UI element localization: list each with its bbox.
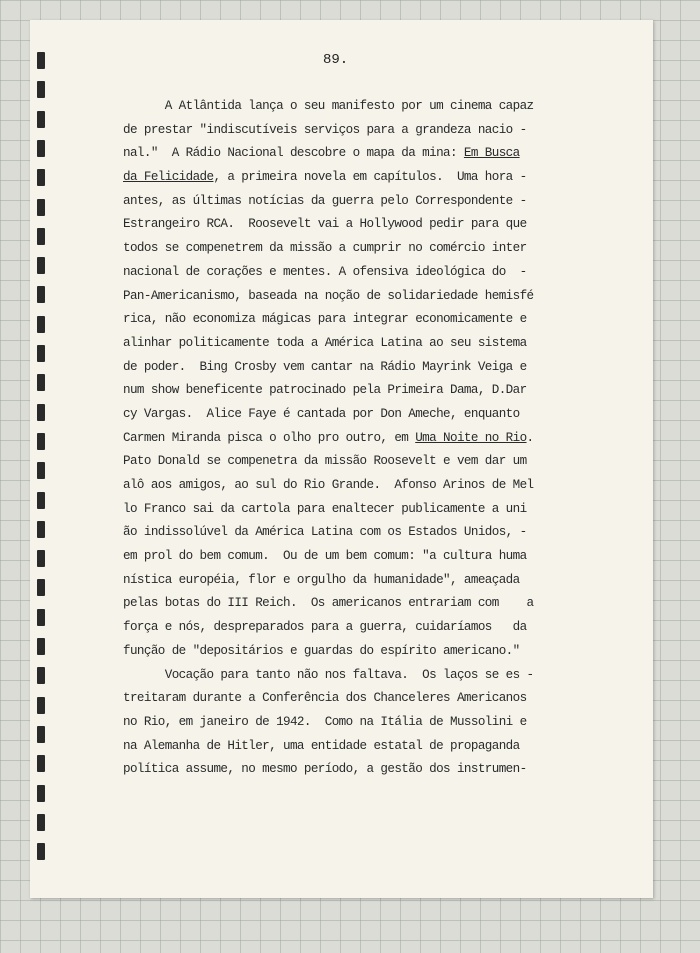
text-line (123, 403, 603, 427)
punch-hole (37, 345, 45, 362)
punch-hole (37, 199, 45, 216)
text-segment: nal." A Rádio Nacional descobre o mapa da mina: (123, 146, 464, 161)
punch-hole (37, 257, 45, 274)
punch-hole (37, 228, 45, 245)
text-segment: Vocação para tanto não nos faltava. Os laços se es - (123, 667, 534, 682)
text-line (123, 616, 603, 640)
punch-hole (37, 140, 45, 157)
text-segment: cy Vargas. Alice Faye é cantada por Don Ameche, enquanto (123, 406, 520, 421)
text-line (123, 711, 603, 735)
text-line (123, 261, 603, 285)
text-segment: política assume, no mesmo período, a gestão dos instrumen- (123, 762, 527, 777)
punch-hole (37, 755, 45, 772)
text-line (123, 119, 603, 143)
text-line (123, 569, 603, 593)
text-segment: função de "depositários e guardas do espírito americano." (123, 643, 520, 658)
underlined-title: Uma Noite no Rio (415, 430, 527, 445)
text-line (123, 498, 603, 522)
punch-hole (37, 492, 45, 509)
text-line (123, 545, 603, 569)
punch-hole (37, 374, 45, 391)
text-segment: alô aos amigos, ao sul do Rio Grande. Afonso Arinos de Mel (123, 478, 534, 492)
punch-hole (37, 843, 45, 860)
punch-hole (37, 697, 45, 714)
text-line (123, 687, 603, 711)
punch-hole (37, 785, 45, 802)
text-line (123, 521, 603, 545)
text-segment: lo Franco sai da cartola para enaltecer publicamente a uni (123, 501, 527, 516)
text-segment: nacional de corações e mentes. A ofensiva ideológica do - (123, 264, 527, 279)
underlined-title: Em Busca (463, 146, 520, 161)
punch-hole (37, 111, 45, 128)
underlined-title: da Felicidade (123, 170, 214, 185)
punch-hole (37, 667, 45, 684)
text-line (123, 237, 603, 261)
text-segment: na Alemanha de Hitler, uma entidade estatal de propaganda (123, 738, 520, 753)
page-number: 89. (323, 52, 349, 68)
text-line (123, 308, 603, 332)
punch-hole (37, 286, 45, 303)
text-segment: , a primeira novela em capítulos. Uma hora - (213, 170, 527, 185)
text-segment: de poder. Bing Crosby vem cantar na Rádio Mayrink Veiga e (123, 359, 527, 374)
punch-hole (37, 579, 45, 596)
text-line (123, 356, 603, 380)
text-line (123, 640, 603, 664)
text-segment: de prestar "indiscutíveis serviços para a grandeza nacio - (123, 122, 527, 137)
text-segment: todos se compenetrem da missão a cumprir no comércio inter (123, 241, 527, 256)
punch-hole (37, 521, 45, 538)
text-segment: treitaram durante a Conferência dos Chanceleres Americanos (123, 691, 527, 706)
text-line (123, 332, 603, 356)
punch-hole (37, 814, 45, 831)
punch-hole (37, 81, 45, 98)
text-segment: Pan-Americanismo, baseada na noção de solidariedade hemisfé (123, 288, 534, 303)
text-line (123, 664, 603, 688)
punch-hole (37, 550, 45, 567)
text-segment: ão indissolúvel da América Latina com os Estados Unidos, - (123, 525, 527, 540)
punch-hole (37, 169, 45, 186)
text-segment: A Atlântida lança o seu manifesto por um cinema capaz (123, 99, 534, 113)
text-segment: Estrangeiro RCA. Roosevelt vai a Hollywood pedir para que (123, 217, 527, 232)
text-line (123, 592, 603, 616)
text-line (123, 95, 603, 119)
text-line (123, 474, 603, 498)
text-line (123, 379, 603, 403)
text-segment: alinhar politicamente toda a América Latina ao seu sistema (123, 335, 527, 350)
text-segment: . (526, 430, 534, 445)
text-line (123, 190, 603, 214)
text-line (123, 213, 603, 237)
punch-hole (37, 462, 45, 479)
body-text (123, 95, 603, 782)
text-segment: Carmen Miranda pisca o olho pro outro, em (123, 430, 416, 445)
punch-hole (37, 52, 45, 69)
text-line (123, 285, 603, 309)
text-segment: nística européia, flor e orgulho da humanidade", ameaçada (123, 572, 520, 587)
text-line (123, 450, 603, 474)
punch-hole (37, 316, 45, 333)
punch-hole (37, 404, 45, 421)
text-segment: num show beneficente patrocinado pela Primeira Dama, D.Dar (123, 383, 527, 398)
text-line (123, 758, 603, 782)
text-segment: no Rio, em janeiro de 1942. Como na Itália de Mussolini e (123, 714, 527, 729)
text-segment: pelas botas do III Reich. Os americanos entrariam com a (123, 596, 534, 611)
text-segment: força e nós, despreparados para a guerra, cuidaríamos da (123, 620, 527, 635)
punch-hole (37, 433, 45, 450)
text-line (123, 427, 603, 451)
text-line (123, 166, 603, 190)
punch-hole (37, 609, 45, 626)
text-line (123, 142, 603, 166)
punch-hole (37, 726, 45, 743)
punch-hole (37, 638, 45, 655)
text-line (123, 735, 603, 759)
text-segment: rica, não economiza mágicas para integrar economicamente e (123, 312, 527, 327)
text-segment: Pato Donald se compenetra da missão Roosevelt e vem dar um (123, 454, 527, 469)
text-segment: antes, as últimas notícias da guerra pelo Correspondente - (123, 193, 527, 208)
text-segment: em prol do bem comum. Ou de um bem comum: "a cultura huma (123, 549, 527, 564)
